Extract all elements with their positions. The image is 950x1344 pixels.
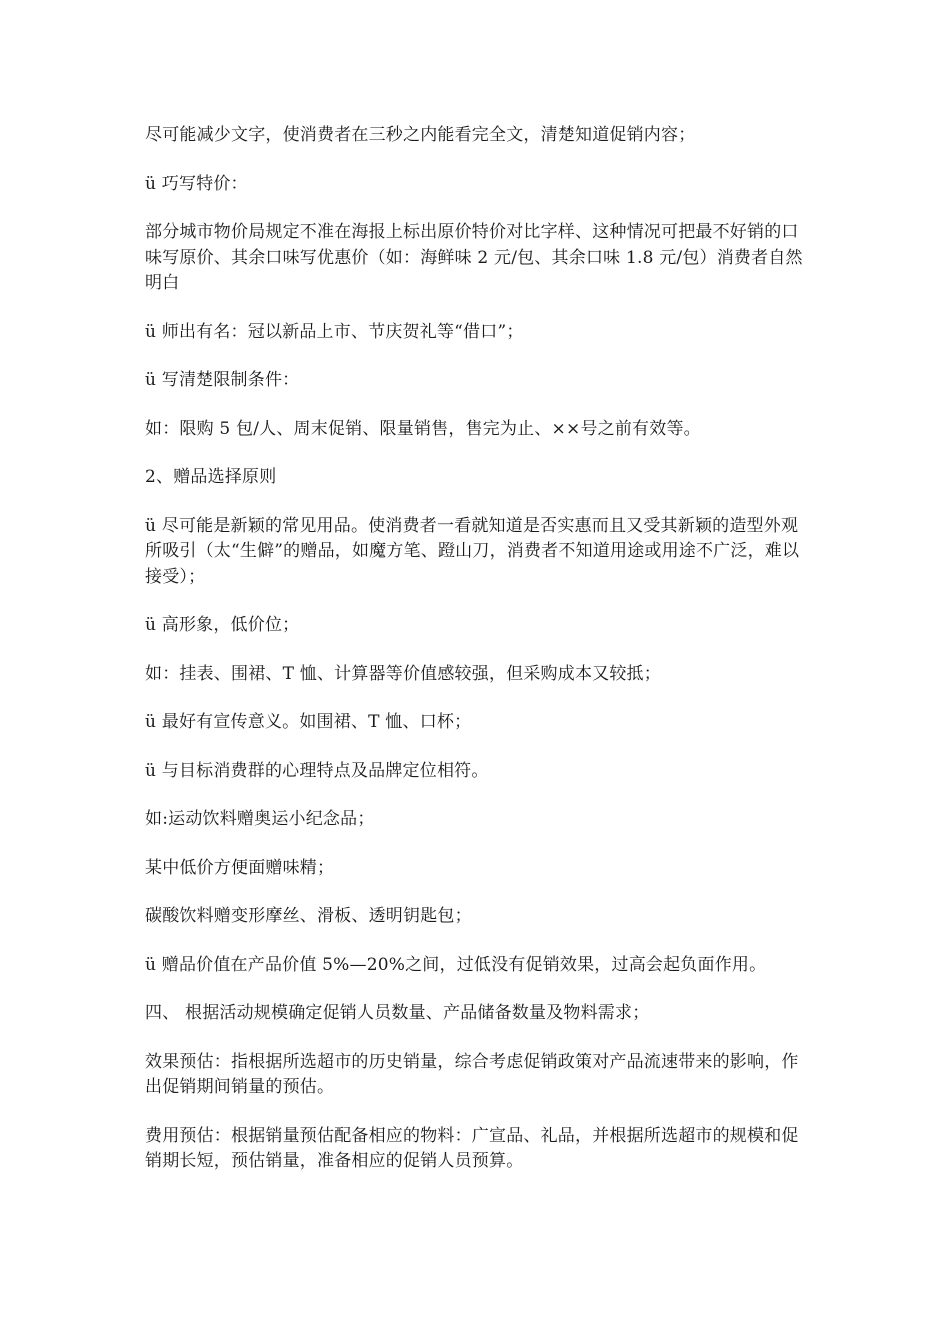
paragraph-high-image-low-price: ü 高形象，低价位； [145, 615, 300, 635]
paragraph-restrictions-heading: ü 写清楚限制条件： [145, 370, 300, 390]
document-body [145, 123, 813, 1198]
paragraph-effect-estimate: 效果预估：指根据所选超市的历史销量，综合考虑促销政策对产品流速带来的影响，作出促销期间销量的预估。 [145, 1051, 799, 1097]
paragraph-justified-reason: ü 师出有名：冠以新品上市、节庆贺礼等“借口”； [145, 321, 524, 342]
paragraph-example-noodles: 某中低价方便面赠味精； [145, 857, 335, 878]
paragraph-promotional-meaning: ü 最好有宣传意义。如围裙、T 恤、口杯； [145, 712, 472, 732]
paragraph-novel-items: ü 尽可能是新颖的常见用品。使消费者一看就知道是否实惠而且又受其新颖的造型外观所吸引（太“生僻”的赠品，如魔方笔、蹬山刀，消费者不知道用途或用途不广泛，难以接受）； [145, 515, 800, 587]
section-heading-gift-principles: 2、赠品选择原则 [145, 467, 277, 487]
paragraph-special-price-detail: 部分城市物价局规定不准在海报上标出原价特价对比字样、这种情况可把最不好销的口味写原价、其余口味写优惠价（如：海鲜味 2 元/包、其余口味 1.8 元/包）消费者自然明白 [145, 222, 803, 293]
section-heading-staffing: 四、 根据活动规模确定促销人员数量、产品储备数量及物料需求； [145, 1003, 650, 1023]
paragraph-restrictions-example: 如：限购 5 包/人、周末促销、限量销售，售完为止、××号之前有效等。 [145, 418, 701, 439]
paragraph-gift-value: ü 赠品价值在产品价值 5%—20%之间，过低没有促销效果，过高会起负面作用。 [145, 954, 767, 975]
paragraph-cost-estimate: 费用预估：根据销量预估配备相应的物料：广宣品、礼品，并根据所选超市的规模和促销期长短，预估销量，准备相应的促销人员预算。 [145, 1125, 799, 1171]
paragraph-special-price-heading: ü 巧写特价： [145, 173, 248, 194]
paragraph-example-sports-drink: 如:运动饮料赠奥运小纪念品； [145, 809, 375, 829]
paragraph-reduce-text: 尽可能减少文字，使消费者在三秒之内能看完全文，清楚知道促销内容； [145, 125, 696, 145]
paragraph-target-match: ü 与目标消费群的心理特点及品牌定位相符。 [145, 760, 489, 781]
paragraph-gift-examples: 如：挂表、围裙、T 恤、计算器等价值感较强，但采购成本又较抵； [145, 663, 661, 684]
paragraph-example-soda: 碳酸饮料赠变形摩丝、滑板、透明钥匙包； [145, 906, 472, 926]
